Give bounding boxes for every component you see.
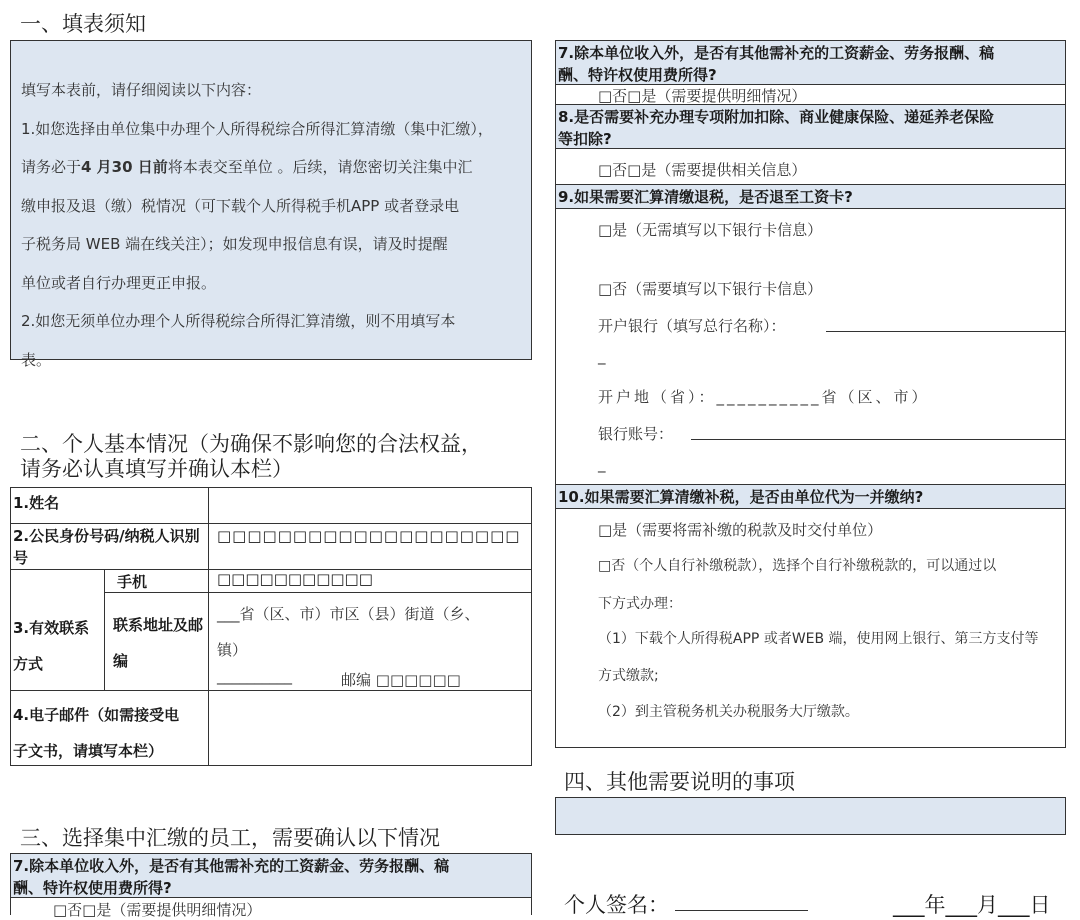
q10-no-option-b: 下方式办理： bbox=[598, 596, 682, 612]
q7-left-options[interactable]: □否□是（需要提供明细情况） bbox=[53, 901, 262, 919]
notice-item1-c: 缴申报及退（缴）税情况（可下载个人所得税手机APP 或者登录电 bbox=[21, 196, 460, 215]
id-number-boxes[interactable]: □□□□□□□□□□□□□□□□□□□□ bbox=[208, 523, 532, 570]
q7-options[interactable]: □否□是（需要提供明细情况） bbox=[598, 87, 807, 105]
email-label: 4.电子邮件（如需接受电 子文书，请填写本栏） bbox=[10, 690, 209, 766]
account-input-line[interactable] bbox=[691, 439, 1066, 440]
bank-label: 开户银行（填写总行名称）： bbox=[598, 317, 786, 335]
address-line3-blank: __________ bbox=[217, 667, 292, 685]
contact-label: 3.有效联系方式 bbox=[10, 569, 105, 691]
q9-no-option[interactable]: □否（需要填写以下银行卡信息） bbox=[598, 280, 823, 298]
q7-line1: 7.除本单位收入外，是否有其他需补充的工资薪金、劳务报酬、稿 bbox=[558, 44, 995, 62]
notice-box bbox=[10, 40, 532, 369]
q9-yes-option[interactable]: □是（无需填写以下银行卡信息） bbox=[598, 221, 823, 239]
name-label: 1.姓名 bbox=[10, 487, 209, 524]
section4-heading: 四、其他需要说明的事项 bbox=[564, 770, 795, 794]
notice-item2-b: 表。 bbox=[21, 350, 52, 369]
dash-1: _ bbox=[598, 347, 606, 365]
account-label: 银行账号： bbox=[598, 425, 674, 443]
signature-line[interactable] bbox=[675, 910, 808, 911]
notice-item1-b: 请务必于4 月30 日前将本表交至单位 。后续，请您密切关注集中汇 bbox=[21, 158, 473, 176]
phone-boxes[interactable]: □□□□□□□□□□□ bbox=[208, 569, 532, 593]
other-notes-field[interactable] bbox=[555, 797, 1066, 835]
q7-box bbox=[555, 40, 1066, 105]
notice-item2-a: 2.如您无须单位办理个人所得税综合所得汇算清缴，则不用填写本 bbox=[21, 312, 456, 330]
q10-method1: （1）下载个人所得税APP 或者WEB 端，使用网上银行、第三方支付等 bbox=[598, 631, 1039, 647]
address-line1: ___省（区、市）市区（县）街道（乡、 bbox=[217, 605, 480, 623]
q10-method2: （2）到主管税务机关办税服务大厅缴款。 bbox=[598, 704, 859, 720]
notice-intro: 填写本表前，请仔细阅读以下内容： bbox=[21, 81, 262, 99]
q8-line1: 8.是否需要补充办理专项附加扣除、商业健康保险、递延养老保险 bbox=[558, 108, 995, 126]
email-field[interactable] bbox=[208, 690, 532, 766]
q9-box bbox=[555, 184, 1066, 485]
location-label[interactable]: 开户地（省）：__________省（区、市） bbox=[598, 388, 930, 406]
address-label: 联系地址及邮编 bbox=[104, 592, 209, 691]
signature-label: 个人签名： bbox=[564, 893, 669, 917]
q7-left-line1: 7.除本单位收入外，是否有其他需补充的工资薪金、劳务报酬、稿 bbox=[13, 857, 450, 875]
bank-input-line[interactable] bbox=[826, 331, 1066, 332]
deadline-text: 4 月30 日前 bbox=[81, 158, 168, 176]
q10-box bbox=[555, 484, 1066, 748]
notice-item1-e: 单位或者自行办理更正申报。 bbox=[21, 273, 217, 292]
name-field[interactable] bbox=[208, 487, 532, 524]
date-text[interactable]: ___年___月___日 bbox=[893, 893, 1051, 917]
q10-no-option[interactable]: □否（个人自行补缴税款），选择个自行补缴税款的，可以通过以 bbox=[598, 558, 997, 574]
q7-left-box bbox=[10, 853, 532, 919]
q10-yes-option[interactable]: □是（需要将需补缴的税款及时交付单位） bbox=[598, 521, 883, 539]
q8-line2: 等扣除? bbox=[558, 130, 612, 148]
id-label: 2.公民身份号码/纳税人识别号 bbox=[10, 523, 209, 570]
notice-item1-d: 子税务局 WEB 端在线关注）；如发现申报信息有误，请及时提醒 bbox=[21, 235, 448, 253]
notice-item1-a: 1.如您选择由单位集中办理个人所得税综合所得汇算清缴（集中汇缴）， bbox=[21, 119, 493, 138]
postcode: 邮编 □□□□□□ bbox=[341, 671, 461, 689]
q10-method1-b: 方式缴款; bbox=[598, 668, 659, 684]
section2-heading: 二、个人基本情况（为确保不影响您的合法权益， 请务必认真填写并确认本栏） bbox=[20, 432, 482, 481]
section1-heading: 一、填表须知 bbox=[20, 12, 146, 36]
phone-label: 手机 bbox=[104, 569, 209, 593]
section3-heading: 三、选择集中汇缴的员工，需要确认以下情况 bbox=[20, 826, 440, 850]
q9-title: 9.如果需要汇算清缴退税，是否退至工资卡? bbox=[556, 185, 1065, 209]
q8-box bbox=[555, 104, 1066, 185]
dash-2: _ bbox=[598, 455, 606, 473]
q7-left-line2: 酬、特许权使用费所得? bbox=[13, 879, 172, 897]
address-field[interactable] bbox=[208, 592, 532, 691]
q10-title: 10.如果需要汇算清缴补税，是否由单位代为一并缴纳? bbox=[556, 485, 1065, 509]
address-line2: 镇） bbox=[217, 641, 248, 659]
q8-options[interactable]: □否□是（需要提供相关信息） bbox=[598, 161, 807, 179]
q7-line2: 酬、特许权使用费所得? bbox=[558, 66, 717, 84]
